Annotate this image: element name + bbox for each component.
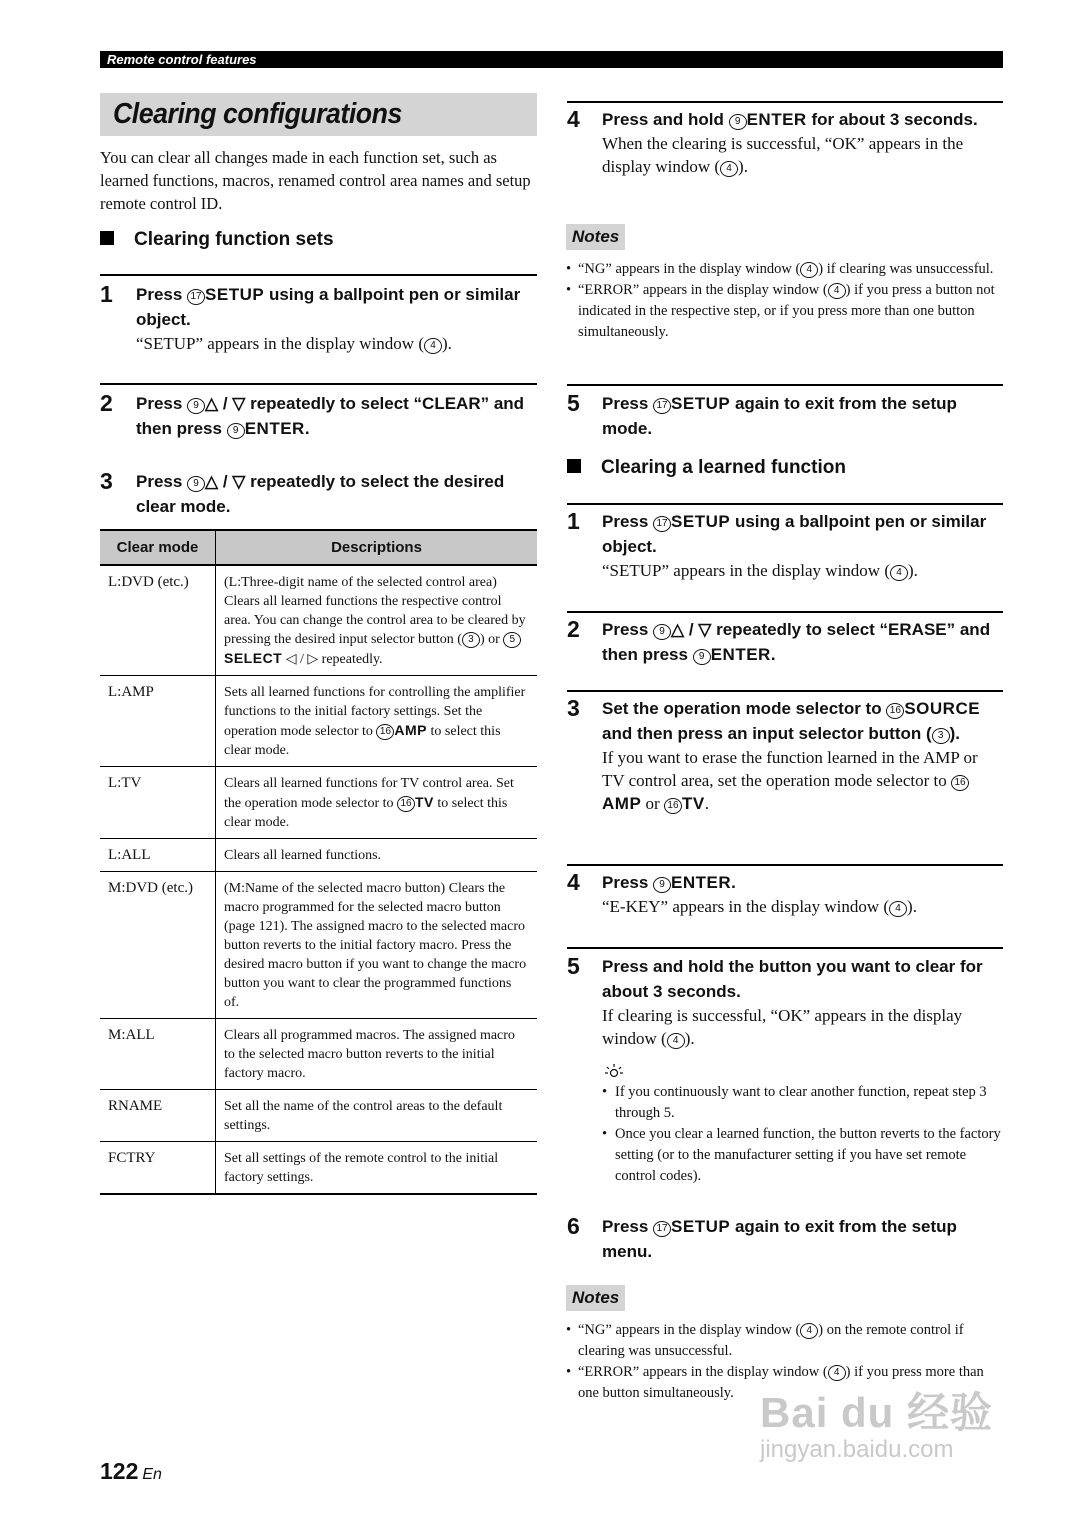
tv-key-label: TV — [415, 794, 434, 810]
setup-key-label: SETUP — [671, 1217, 731, 1236]
notes-label: Notes — [566, 224, 625, 250]
callout-number: 9 — [653, 877, 671, 893]
divider — [567, 947, 1003, 949]
callout-number: 4 — [720, 161, 738, 177]
square-bullet-icon — [100, 231, 114, 245]
select-key-label: SELECT — [224, 650, 283, 666]
square-bullet-icon — [567, 459, 581, 473]
divider — [567, 690, 1003, 692]
callout-number: 9 — [227, 423, 245, 439]
clear-mode-table — [100, 529, 537, 1195]
learned-step-1: Press 17 SETUP using a ballpoint pen or similar object. “SETUP” appears in the display window ( 4 ). — [602, 512, 987, 580]
learned-step-2: Press 9 △ / ▽ repeatedly to select “ERASE” and then press 9 ENTER. — [602, 620, 991, 664]
callout-number: 9 — [729, 114, 747, 130]
table-row — [100, 565, 537, 676]
mode-cell: L:AMP — [100, 676, 216, 767]
callout-number: 4 — [800, 262, 818, 278]
description-cell: Sets all learned functions for controlling the amplifier functions to the initial factory settings. Set the operation mode selector to 16 AMP to select this clear mode. — [216, 676, 538, 767]
setup-key-label: SETUP — [205, 285, 265, 304]
subhead-clearing-learned-function: Clearing a learned function — [567, 457, 846, 479]
tv-key-label: TV — [681, 794, 705, 813]
mode-cell: L:DVD (etc.) — [100, 565, 216, 676]
mode-cell: L:TV — [100, 767, 216, 839]
learned-step-6: Press 17 SETUP again to exit from the setup menu. — [602, 1217, 957, 1261]
learned-step-4: Press 9 ENTER. “E-KEY” appears in the display window ( 4 ). — [602, 873, 917, 916]
step-number: 2 — [100, 390, 113, 416]
description-cell: Clears all learned functions for TV control area. Set the operation mode selector to 16 TV to select this clear mode. — [216, 767, 538, 839]
callout-number: 9 — [653, 624, 671, 640]
table-row — [100, 872, 537, 1019]
enter-key-label: ENTER — [244, 419, 305, 438]
step-number: 5 — [567, 390, 580, 416]
table-row — [100, 839, 537, 872]
page-title-box — [100, 93, 537, 136]
callout-number: 16 — [664, 798, 682, 814]
callout-number: 4 — [890, 565, 908, 581]
step-number: 4 — [567, 106, 580, 132]
list-item: • “ERROR” appears in the display window ( 4 ) if you press a button not indicated in the respective step, or if you press more than one button simultaneously. — [566, 280, 1003, 343]
up-down-arrows-icon: △ / ▽ — [205, 472, 246, 491]
callout-number: 3 — [932, 728, 950, 744]
tips-list — [602, 1082, 1003, 1187]
setup-key-label: SETUP — [671, 394, 731, 413]
callout-number: 17 — [187, 289, 205, 305]
up-down-arrows-icon: △ / ▽ — [671, 620, 712, 639]
description-cell: Set all settings of the remote control to the initial factory settings. — [216, 1142, 538, 1195]
callout-number: 9 — [693, 649, 711, 665]
amp-key-label: AMP — [394, 722, 428, 738]
callout-number: 16 — [376, 724, 394, 740]
description-cell: Clears all learned functions. — [216, 839, 538, 872]
divider — [100, 383, 537, 385]
callout-number: 4 — [889, 901, 907, 917]
step-number: 1 — [100, 281, 113, 307]
page-title: Clearing configurations — [113, 98, 402, 130]
description-cell: (L:Three-digit name of the selected control area) Clears all learned functions the respective control area. You can change the control area to be cleared by pressing the desired input selector button ( 3 ) or 5SELECT ◁ / ▷ repeatedly. — [216, 565, 538, 676]
step-4-right: Press and hold 9 ENTER for about 3 seconds. When the clearing is successful, “OK” appears in the display window ( 4 ). — [602, 110, 978, 176]
step-number: 2 — [567, 616, 580, 642]
callout-number: 4 — [667, 1033, 685, 1049]
page-number: 122 En — [100, 1458, 162, 1484]
callout-number: 9 — [187, 476, 205, 492]
amp-key-label: AMP — [602, 794, 642, 813]
divider — [567, 503, 1003, 505]
subhead-clearing-function-sets: Clearing function sets — [100, 229, 334, 251]
step-5-right: Press 17 SETUP again to exit from the setup mode. — [602, 394, 957, 438]
divider — [567, 864, 1003, 866]
section-header-bar — [100, 51, 1003, 68]
step-1-left: Press 17 SETUP using a ballpoint pen or similar object. “SETUP” appears in the display window ( 4 ). — [136, 285, 521, 353]
enter-key-label: ENTER — [746, 110, 807, 129]
step-2-left: Press 9 △ / ▽ repeatedly to select “CLEAR” and then press 9 ENTER. — [136, 394, 525, 438]
step-number: 6 — [567, 1213, 580, 1239]
description-cell: (M:Name of the selected macro button) Clears the macro programmed for the selected macro button (page 121). The assigned macro to the selected macro button reverts to the initial factory macro. Press the desired macro button if you want to change the macro button you want to clear the programmed functions of. — [216, 872, 538, 1019]
column-header: Clear mode — [100, 530, 216, 565]
list-item: • Once you clear a learned function, the button reverts to the factory setting (or to the manufacturer setting if you have set remote control codes). — [602, 1124, 1003, 1187]
mode-cell: L:ALL — [100, 839, 216, 872]
table-row — [100, 1142, 537, 1195]
callout-number: 17 — [653, 516, 671, 532]
table-row — [100, 1090, 537, 1142]
callout-number: 4 — [800, 1323, 818, 1339]
callout-number: 16 — [951, 775, 969, 791]
callout-number: 16 — [397, 796, 415, 812]
divider — [567, 384, 1003, 386]
mode-cell: M:DVD (etc.) — [100, 872, 216, 1019]
callout-number: 9 — [187, 398, 205, 414]
learned-step-5: Press and hold the button you want to clear for about 3 seconds. If clearing is successful, “OK” appears in the display window ( 4 ). — [602, 957, 983, 1048]
callout-number: 4 — [828, 283, 846, 299]
callout-number: 17 — [653, 1221, 671, 1237]
list-item: • “NG” appears in the display window ( 4 ) on the remote control if clearing was unsuccessful. — [566, 1320, 1003, 1362]
divider — [567, 611, 1003, 613]
intro-paragraph: You can clear all changes made in each function set, such as learned functions, macros, renamed control area names and setup remote control ID. — [100, 148, 531, 213]
up-down-arrows-icon: △ / ▽ — [205, 394, 246, 413]
column-header: Descriptions — [216, 530, 538, 565]
description-cell: Set all the name of the control areas to the default settings. — [216, 1090, 538, 1142]
mode-cell: FCTRY — [100, 1142, 216, 1195]
notes-label: Notes — [566, 1285, 625, 1311]
callout-number: 4 — [828, 1365, 846, 1381]
enter-key-label: ENTER — [710, 645, 771, 664]
step-number: 4 — [567, 869, 580, 895]
mode-cell: M:ALL — [100, 1019, 216, 1090]
callout-number: 4 — [424, 338, 442, 354]
list-item: • “NG” appears in the display window ( 4 ) if clearing was unsuccessful. — [566, 259, 1003, 280]
table-row — [100, 676, 537, 767]
callout-number: 5 — [503, 632, 521, 648]
table-row — [100, 1019, 537, 1090]
mode-cell: RNAME — [100, 1090, 216, 1142]
step-number: 5 — [567, 953, 580, 979]
step-number: 1 — [567, 508, 580, 534]
table-header-row — [100, 530, 537, 565]
callout-number: 16 — [886, 703, 904, 719]
setup-key-label: SETUP — [671, 512, 731, 531]
list-item: • “ERROR” appears in the display window ( 4 ) if you press more than one button simultaneously. — [566, 1362, 1003, 1404]
table-row — [100, 767, 537, 839]
notes-list — [566, 259, 1003, 343]
enter-key-label: ENTER — [671, 873, 732, 892]
learned-step-3: Set the operation mode selector to 16 SOURCE and then press an input selector button ( 3 ). If you want to erase the function learned in the AMP or TV control area, set the operation mode selector to 16AMP or 16 TV. — [602, 699, 981, 813]
divider — [567, 101, 1003, 103]
step-number: 3 — [567, 695, 580, 721]
source-key-label: SOURCE — [904, 699, 981, 718]
baidu-watermark: Bai du 经验 jingyan.baidu.com — [760, 1389, 994, 1463]
description-cell: Clears all programmed macros. The assigned macro to the selected macro button reverts to the initial factory macro. — [216, 1019, 538, 1090]
step-number: 3 — [100, 468, 113, 494]
step-3-left: Press 9 △ / ▽ repeatedly to select the desired clear mode. — [136, 472, 505, 516]
list-item: • If you continuously want to clear another function, repeat step 3 through 5. — [602, 1082, 1003, 1124]
divider — [100, 274, 537, 276]
callout-number: 17 — [653, 398, 671, 414]
callout-number: 3 — [462, 632, 480, 648]
section-header-label: Remote control features — [107, 52, 257, 67]
